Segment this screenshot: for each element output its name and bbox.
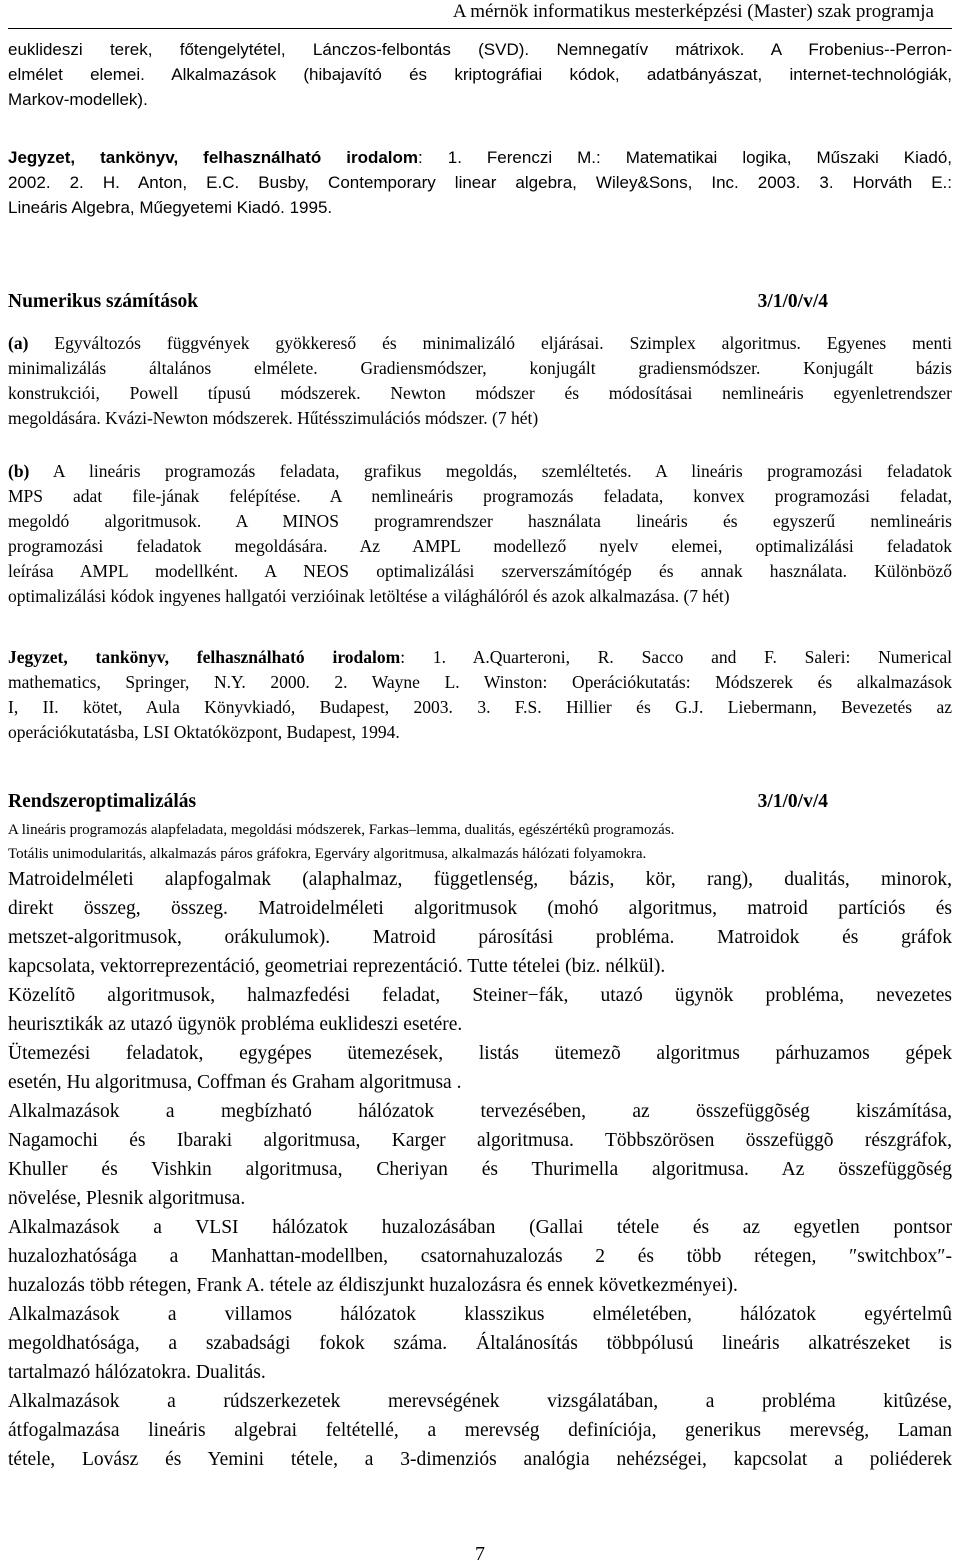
text-line: átfogalmazása lineáris algebrai feltétellé, a merevség definíciója, generikus merevség, Laman <box>8 1420 952 1441</box>
text-line: Alkalmazások a rúdszerkezetek merevségének vizsgálatában, a probléma kitûzése, <box>8 1391 952 1412</box>
paragraph-a <box>8 331 952 431</box>
section-title: Rendszeroptimalizálás <box>8 791 197 812</box>
text-line: Markov-modellek). <box>8 90 148 109</box>
text-line: programozási feladatok megoldására. Az AMPL modellező nyelv elemei, optimalizálási feladatok <box>8 536 952 556</box>
text-line: Totális unimodularitás, alkalmazás páros gráfokra, Egerváry algoritmusa, alkalmazás hálózati folyamokra. <box>8 846 647 862</box>
references-1 <box>8 145 952 220</box>
text-line: megoldására. Kvázi-Newton módszerek. Hűtésszimulációs módszer. (7 hét) <box>8 408 539 428</box>
text-line: huzalozás több rétegen, Frank A. tétele az éldiszjunkt huzalozásra és ennek következményei). <box>8 1275 738 1296</box>
text-line <box>8 331 952 356</box>
text-span: A lineáris programozás feladata, grafikus megoldás, szemléltetés. A lineáris programozási feladatok <box>29 461 952 481</box>
reference-text: : 1. Ferenczi M.: Matematikai logika, Műszaki Kiadó, <box>418 148 952 167</box>
references-label: Jegyzet, tankönyv, felhasználható irodalom <box>8 148 419 167</box>
rendszer-body <box>8 865 952 1474</box>
text-line: optimalizálási kódok ingyenes hallgatói verzióinak letöltése a világhálóról és azok alkalmazása. (7 hét) <box>8 586 730 606</box>
text-line: Lineáris Algebra, Műegyetemi Kiadó. 1995. <box>8 198 333 217</box>
text-line: Khuller és Vishkin algoritmusa, Cheriyan és Thurimella algoritmusa. Az összefüggõség <box>8 1159 952 1180</box>
text-line: Alkalmazások a VLSI hálózatok huzalozásában (Gallai tétele és az egyetlen pontsor <box>8 1217 952 1238</box>
text-line: tétele, Lovász és Yemini tétele, a 3-dimenziós analógia nehézségei, kapcsolat a poliéderek <box>8 1449 952 1470</box>
section-title: Numerikus számítások <box>8 291 199 312</box>
text-line: A lineáris programozás alapfeladata, megoldási módszerek, Farkas–lemma, dualitás, egészértékû programozás. <box>8 822 675 838</box>
text-line: metszet-algoritmusok, orákulumok). Matroid párosítási probléma. Matroidok és gráfok <box>8 927 952 948</box>
reference-text: : 1. A.Quarteroni, R. Sacco and F. Saleri: Numerical <box>400 647 952 667</box>
text-line: Ütemezési feladatok, egygépes ütemezések, listás ütemezõ algoritmus párhuzamos gépek <box>8 1043 952 1064</box>
item-label: (a) <box>8 333 29 353</box>
text-line <box>8 459 952 484</box>
text-line: MPS adat file-jának felépítése. A nemlineáris programozás feladata, konvex programozási feladat, <box>8 486 952 506</box>
text-line: Nagamochi és Ibaraki algoritmusa, Karger algoritmusa. Többszörösen összefüggõ részgráfok, <box>8 1130 952 1151</box>
page-number: 7 <box>475 1543 485 1565</box>
course-code: 3/1/0/v/4 <box>757 791 828 812</box>
text-line: Közelítõ algoritmusok, halmazfedési feladat, Steiner−fák, utazó ügynök probléma, nevezetes <box>8 985 952 1006</box>
text-line: huzalozhatósága a Manhattan-modellben, csatornahuzalozás 2 és több rétegen, ″switchbox″- <box>8 1246 952 1267</box>
text-line: heurisztikák az utazó ügynök probléma euklideszi esetére. <box>8 1014 463 1035</box>
text-line: tartalmazó hálózatokra. Dualitás. <box>8 1362 266 1383</box>
item-label: (b) <box>8 461 30 481</box>
text-line: Alkalmazások a villamos hálózatok klasszikus elméletében, hálózatok egyértelmû <box>8 1304 952 1325</box>
text-line: Matroidelméleti alapfogalmak (alaphalmaz, függetlenség, bázis, kör, rang), dualitás, minorok, <box>8 869 952 890</box>
text-line: esetén, Hu algoritmusa, Coffman és Graham algoritmusa . <box>8 1072 462 1093</box>
text-line: direkt összeg, összeg. Matroidelméleti algoritmusok (mohó algoritmus, matroid partíciós és <box>8 898 952 919</box>
course-code: 3/1/0/v/4 <box>757 291 828 312</box>
header-rule <box>8 28 952 29</box>
references-label: Jegyzet, tankönyv, felhasználható irodalom <box>8 647 401 667</box>
text-line: konstrukciói, Powell típusú módszerek. Newton módszer és módosításai nemlineáris egyenletrendszer <box>8 383 952 403</box>
text-line: operációkutatásba, LSI Oktatóközpont, Budapest, 1994. <box>8 722 400 742</box>
text-line: leírása AMPL modellként. A NEOS optimalizálási szerverszámítógép és annak használata. Különböző <box>8 561 952 581</box>
text-line <box>8 145 952 170</box>
text-line: megoldó algoritmusok. A MINOS programrendszer használata lineáris és egyszerű nemlineáris <box>8 511 952 531</box>
section-heading-numerikus <box>8 289 828 315</box>
running-header: A mérnök informatikus mesterképzési (Master) szak programja <box>452 1 934 22</box>
paragraph-b <box>8 459 952 609</box>
text-line: 2002. 2. H. Anton, E.C. Busby, Contemporary linear algebra, Wiley&Sons, Inc. 2003. 3. Horváth E.: <box>8 173 952 192</box>
text-line: minimalizálás általános elmélete. Gradiensmódszer, konjugált gradiensmódszer. Konjugált bázis <box>8 358 952 378</box>
intro-paragraph <box>8 37 952 112</box>
text-line: elmélet elemei. Alkalmazások (hibajavító és kriptográfiai kódok, adatbányászat, internet-technológiák, <box>8 65 952 84</box>
text-line: növelése, Plesnik algoritmusa. <box>8 1188 246 1209</box>
text-line <box>8 645 952 670</box>
text-line: megoldhatósága, a szabadsági fokok száma. Általánosítás többpólusú lineáris alkatrészeket is <box>8 1333 952 1354</box>
text-line: kapcsolata, vektorreprezentáció, geometriai reprezentáció. Tutte tételei (biz. nélkül). <box>8 956 666 977</box>
references-2 <box>8 645 952 745</box>
text-line: euklideszi terek, főtengelytétel, Lánczos-felbontás (SVD). Nemnegatív mátrixok. A Frobenius--Perron- <box>8 40 952 59</box>
text-line: Alkalmazások a megbízható hálózatok tervezésében, az összefüggõség kiszámítása, <box>8 1101 952 1122</box>
section-heading-rendszeroptimalizalas <box>8 789 828 815</box>
text-line: mathematics, Springer, N.Y. 2000. 2. Wayne L. Winston: Operációkutatás: Módszerek és alkalmazások <box>8 672 952 692</box>
rendszer-summary <box>8 818 952 866</box>
text-span: Egyváltozós függvények gyökkereső és minimalizáló eljárásai. Szimplex algoritmus. Egyenes menti <box>28 333 952 353</box>
text-line: I, II. kötet, Aula Könyvkiadó, Budapest, 2003. 3. F.S. Hillier és G.J. Liebermann, Bevezetés az <box>8 697 952 717</box>
